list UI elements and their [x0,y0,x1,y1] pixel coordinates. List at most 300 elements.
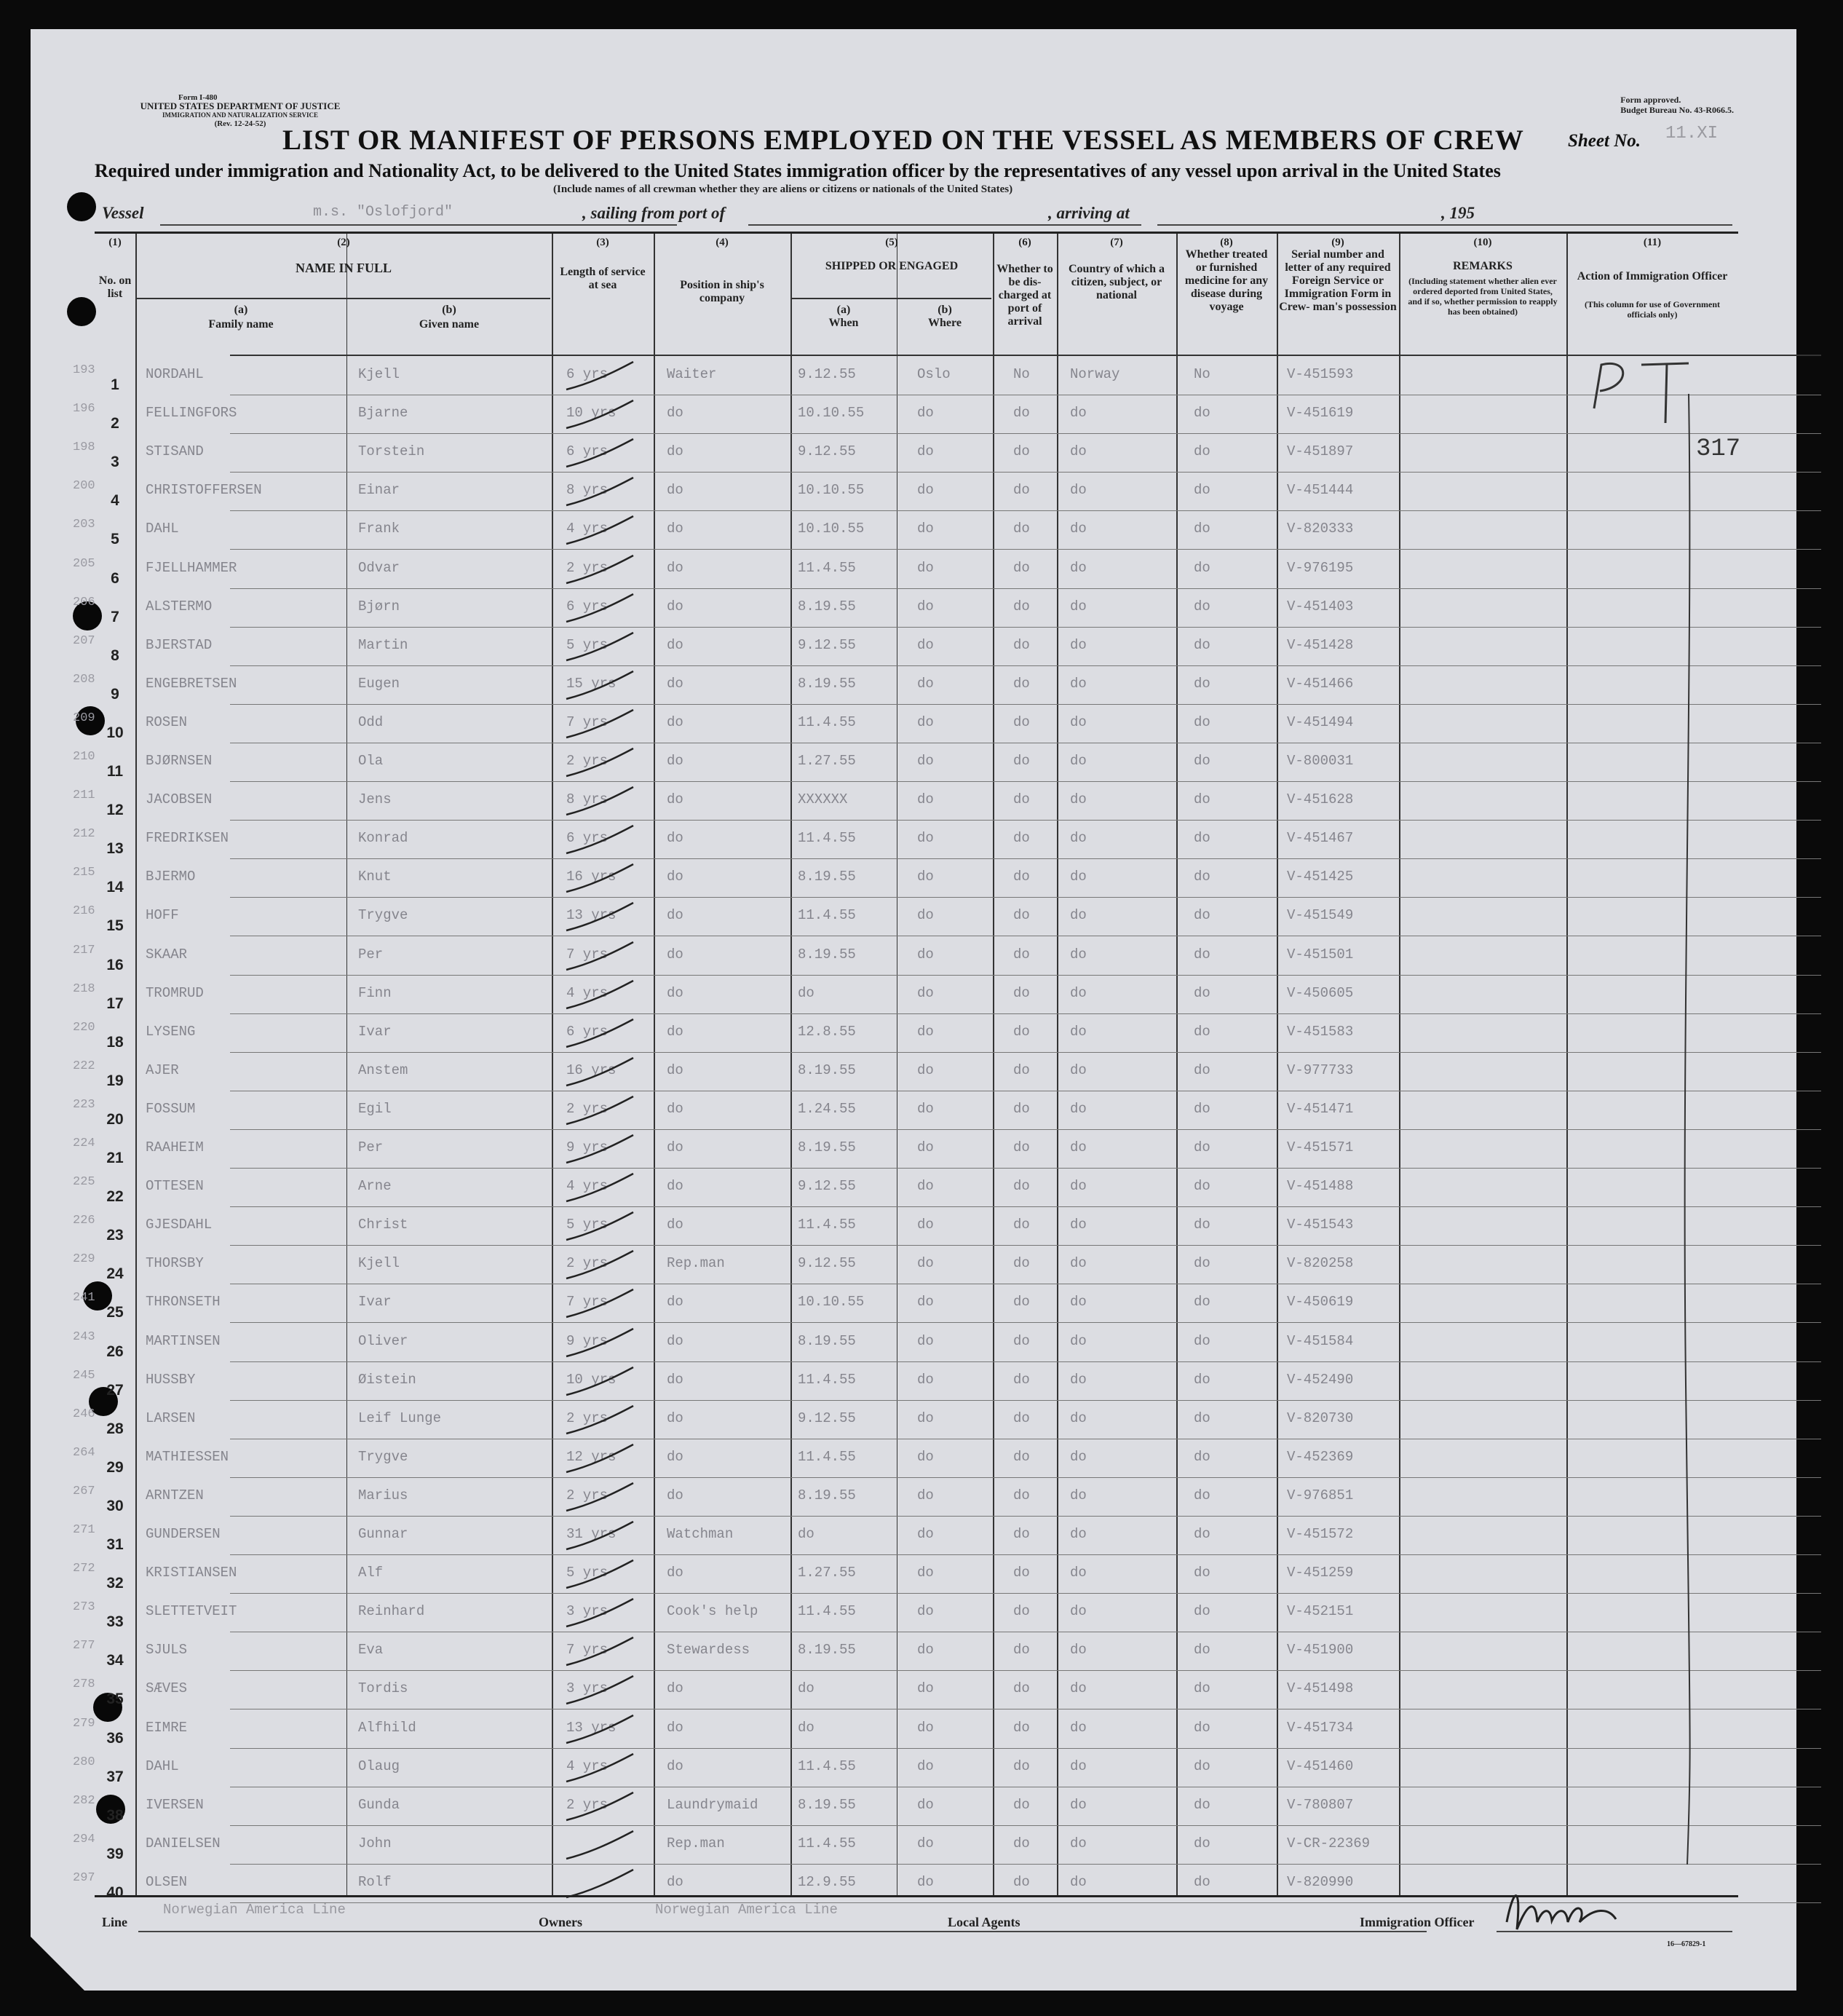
cell-treated: do [1194,482,1210,499]
cell-where: do [917,1642,934,1659]
original-number: 271 [73,1523,95,1537]
cell-when: 11.4.55 [798,559,856,576]
cell-position: Watchman [667,1526,734,1542]
original-number: 246 [73,1407,95,1421]
cell-serial: V-451572 [1287,1526,1354,1542]
cell-treated: do [1194,675,1210,692]
cell-disch: do [1013,1332,1030,1349]
cell-when: 8.19.55 [798,1796,856,1813]
cell-position: do [667,984,683,1001]
cell-disch: do [1013,984,1030,1001]
cell-where: do [917,598,934,614]
head-given-name: Given name [419,318,480,331]
cell-where: do [917,1062,934,1078]
cell-serial: V-820258 [1287,1255,1354,1272]
cell-given: Kjell [358,366,400,382]
cell-length: 6 yrs [566,443,609,460]
vessel-line [102,202,1732,227]
cell-where: do [917,1680,934,1697]
cell-position: do [667,1873,683,1890]
check-slash-mark [560,898,641,935]
original-number: 215 [73,866,95,880]
original-number: 226 [73,1214,95,1228]
cell-treated: do [1194,405,1210,422]
cell-treated: do [1194,1526,1210,1542]
cell-disch: do [1013,1023,1030,1040]
check-slash-mark [560,1672,641,1708]
department: UNITED STATES DEPARTMENT OF JUSTICE [140,100,341,111]
cell-country: do [1070,1410,1087,1426]
cell-position: Stewardess [667,1642,750,1659]
table-row [73,897,1738,936]
cell-given: Reinhard [358,1603,425,1620]
cell-serial: V-451403 [1287,598,1354,614]
cell-family: SJULS [146,1642,188,1659]
cell-disch: do [1013,559,1030,576]
cell-country: do [1070,1023,1087,1040]
form-number: Form I-480 [178,93,218,102]
original-number: 222 [73,1059,95,1073]
cell-given: Marius [358,1487,408,1503]
check-slash-mark [560,1015,641,1051]
table-row [73,1013,1738,1052]
cell-when: 8.19.55 [798,946,856,962]
cell-where: do [917,1719,934,1736]
cell-family: GUNDERSEN [146,1526,221,1542]
table-row [73,356,1738,395]
check-slash-mark [560,1131,641,1167]
cell-given: Bjarne [358,405,408,422]
check-slash-mark [560,473,641,510]
table-row [73,1091,1738,1129]
head-family-a: (a) [234,304,248,316]
sheet-value: 11.XI [1665,124,1719,143]
cell-treated: do [1194,869,1210,885]
cell-family: GJESDAHL [146,1217,213,1233]
cell-position: Waiter [667,366,717,382]
table-row [73,1439,1738,1477]
form-header-right [1620,95,1734,115]
table-row [73,588,1738,627]
subnote: (Include names of all crewman whether they are aliens or citizens or nationals of the United States) [553,183,1013,195]
table-row [73,1129,1738,1168]
original-number: 282 [73,1793,95,1808]
table-row [73,550,1738,588]
owners-value: Norwegian America Line [655,1902,838,1918]
cell-when: do [798,1680,815,1697]
cell-family: ENGEBRETSEN [146,675,237,692]
check-slash-mark [560,1324,641,1361]
check-slash-mark [560,1750,641,1786]
cell-position: Rep.man [667,1835,725,1851]
cell-treated: do [1194,1873,1210,1890]
cell-length: 4 yrs [566,1758,609,1774]
cell-when: XXXXXX [798,791,848,808]
original-number: 243 [73,1329,95,1344]
original-number: 212 [73,827,95,842]
cell-disch: do [1013,636,1030,653]
check-slash-mark [560,1246,641,1283]
cell-treated: do [1194,636,1210,653]
cell-country: do [1070,1796,1087,1813]
original-number: 225 [73,1175,95,1190]
cell-family: TROMRUD [146,984,204,1001]
cell-given: Kjell [358,1255,400,1272]
line-number: 10 [106,724,124,741]
cell-treated: do [1194,1332,1210,1349]
cell-treated: do [1194,1139,1210,1155]
cell-family: CHRISTOFFERSEN [146,482,262,499]
initials-mark [1572,350,1718,430]
cell-given: Arne [358,1178,392,1195]
cell-serial: V-451584 [1287,1332,1354,1349]
original-number: 211 [73,788,95,803]
cell-family: MARTINSEN [146,1332,221,1349]
cell-family: ARNTZEN [146,1487,204,1503]
cell-serial: V-451498 [1287,1680,1354,1697]
cell-serial: V-451628 [1287,791,1354,808]
line-number: 14 [106,879,124,896]
cell-treated: do [1194,1487,1210,1503]
cell-serial: V-800031 [1287,753,1354,769]
cell-disch: do [1013,1758,1030,1774]
footer [102,1902,1732,1951]
cell-where: do [917,1332,934,1349]
cell-country: do [1070,1371,1087,1388]
cell-position: do [667,791,683,808]
cell-treated: do [1194,1294,1210,1311]
cell-given: Christ [358,1217,408,1233]
cell-length: 7 yrs [566,1642,609,1659]
head-where-b: (b) [938,304,952,316]
cell-serial: V-451425 [1287,869,1354,885]
cell-serial: V-451444 [1287,482,1354,499]
cell-given: Ivar [358,1294,392,1311]
cell-given: Eugen [358,675,400,692]
table-row [73,1284,1738,1322]
cell-where: do [917,1448,934,1465]
table-row [73,1632,1738,1670]
check-slash-mark [560,744,641,780]
table-row [73,433,1741,472]
cell-disch: do [1013,482,1030,499]
cell-family: BJERSTAD [146,636,213,653]
cell-position: do [667,946,683,962]
cell-position: do [667,1294,683,1311]
line-number: 27 [106,1381,124,1399]
line-number: 24 [106,1265,124,1283]
cell-given: John [358,1835,392,1851]
cell-disch: do [1013,1178,1030,1195]
colnum-8: (8) [1220,237,1233,248]
cell-country: do [1070,1565,1087,1581]
cell-length: 2 yrs [566,753,609,769]
cell-country: do [1070,636,1087,653]
cell-family: LYSENG [146,1023,196,1040]
revision: (Rev. 12-24-52) [214,119,266,128]
cell-country: do [1070,791,1087,808]
original-number: 277 [73,1639,95,1653]
line-number: 32 [106,1575,124,1592]
cell-country: do [1070,1332,1087,1349]
cell-length: 2 yrs [566,1410,609,1426]
cell-treated: do [1194,791,1210,808]
original-number: 209 [73,711,95,725]
cell-where: do [917,1371,934,1388]
cell-country: do [1070,1526,1087,1542]
form-approval: Form approved. [1620,95,1681,105]
subtitle: Required under immigration and Nationality Act, to be delivered to the United States immigration officer by the representatives of any vessel upon arrival in the United States [95,160,1501,181]
line-number: 19 [106,1072,124,1089]
table-row [73,472,1738,510]
cell-length: 6 yrs [566,366,609,382]
vessel-name: m.s. "Oslofjord" [313,204,453,221]
cell-disch: do [1013,1565,1030,1581]
head-action: Action of Immigration Officer [1577,270,1728,282]
officer-label: Immigration Officer [1360,1915,1475,1929]
line-number: 37 [106,1768,124,1785]
cell-length: 10 yrs [566,405,617,422]
table-row [73,1864,1738,1902]
cell-family: KRISTIANSEN [146,1565,237,1581]
original-number: 264 [73,1445,95,1460]
head-remarks: REMARKS [1453,260,1513,272]
cell-country: do [1070,830,1087,847]
cell-disch: do [1013,405,1030,422]
cell-given: Konrad [358,830,408,847]
table-row [73,1670,1738,1709]
cell-when: 12.8.55 [798,1023,856,1040]
cell-where: do [917,1526,934,1542]
cell-family: FJELLHAMMER [146,559,237,576]
head-shipped: SHIPPED OR ENGAGED [825,260,959,272]
cell-when: 8.19.55 [798,675,856,692]
cell-serial: V-976195 [1287,559,1354,576]
cell-family: LARSEN [146,1410,196,1426]
original-number: 206 [73,595,95,609]
cell-where: do [917,559,934,576]
check-slash-mark [560,1402,641,1438]
check-slash-mark [560,1092,641,1128]
table-row [73,395,1738,433]
cell-when: 1.27.55 [798,753,856,769]
table-row [73,781,1738,820]
table-row [73,1825,1738,1864]
head-name-in-full: NAME IN FULL [295,261,392,275]
cell-country: do [1070,1873,1087,1890]
cell-length: 5 yrs [566,636,609,653]
check-slash-mark [560,590,641,626]
cell-position: do [667,1487,683,1503]
cell-given: Rolf [358,1873,392,1890]
check-slash-mark [560,860,641,896]
table-row [73,1168,1738,1206]
head-family-name: Family name [208,318,274,331]
cell-length: 3 yrs [566,1680,609,1697]
cell-position: do [667,1139,683,1155]
line-number: 25 [106,1304,124,1321]
cell-where: do [917,1294,934,1311]
cell-where: do [917,1873,934,1890]
cell-where: do [917,1487,934,1503]
cell-given: Olaug [358,1758,400,1774]
cell-when: 11.4.55 [798,907,856,924]
cell-family: IVERSEN [146,1796,204,1813]
table-row [73,1400,1738,1439]
cell-disch: do [1013,753,1030,769]
cell-country: do [1070,907,1087,924]
cell-length: 2 yrs [566,1796,609,1813]
line-number: 3 [111,454,119,471]
cell-when: 9.12.55 [798,1255,856,1272]
cell-treated: do [1194,946,1210,962]
colnum-2: (2) [337,237,350,248]
cell-when: do [798,1719,815,1736]
cell-disch: do [1013,1680,1030,1697]
cell-length: 16 yrs [566,869,617,885]
original-number: 205 [73,556,95,571]
cell-when: 1.24.55 [798,1100,856,1117]
check-slash-mark [560,435,641,471]
cell-country: do [1070,443,1087,460]
cell-length: 3 yrs [566,1603,609,1620]
cell-serial: V-976851 [1287,1487,1354,1503]
line-number: 36 [106,1729,124,1747]
table-row [73,1361,1738,1400]
cell-serial: V-451900 [1287,1642,1354,1659]
head-serial: Serial number and letter of any required Foreign Service or Immigration Form in Crew- man's possession [1279,248,1397,313]
cell-when: 10.10.55 [798,482,865,499]
cell-position: do [667,1023,683,1040]
cell-family: DANIELSEN [146,1835,221,1851]
cell-treated: do [1194,1758,1210,1774]
form-code: 16—67829-1 [1667,1940,1706,1948]
cell-length: 6 yrs [566,1023,609,1040]
table-row [73,1477,1738,1516]
cell-length: 2 yrs [566,1100,609,1117]
cell-given: Anstem [358,1062,408,1078]
cell-serial: V-452151 [1287,1603,1354,1620]
table-row [73,1516,1738,1554]
cell-length: 6 yrs [566,598,609,614]
cell-country: do [1070,713,1087,730]
line-value: Norwegian America Line [163,1902,346,1918]
cell-country: do [1070,984,1087,1001]
cell-given: Gunnar [358,1526,408,1542]
cell-position: do [667,1217,683,1233]
cell-where: do [917,907,934,924]
line-number: 6 [111,569,119,587]
cell-treated: do [1194,443,1210,460]
cell-family: STISAND [146,443,204,460]
cell-when: 11.4.55 [798,830,856,847]
line-number: 5 [111,531,119,548]
cell-length: 10 yrs [566,1371,617,1388]
cell-country: do [1070,1642,1087,1659]
colnum-9: (9) [1331,237,1344,248]
cell-serial: V-451471 [1287,1100,1354,1117]
cell-family: THRONSETH [146,1294,221,1311]
head-when: When [828,317,859,329]
original-number: 198 [73,440,95,455]
original-number: 216 [73,904,95,919]
cell-when: 11.4.55 [798,1603,856,1620]
check-slash-mark [560,938,641,974]
cell-when: 1.27.55 [798,1565,856,1581]
original-number: 193 [73,363,95,377]
cell-disch: do [1013,1100,1030,1117]
original-number: 278 [73,1677,95,1692]
cell-when: 10.10.55 [798,521,865,537]
cell-serial: V-451488 [1287,1178,1354,1195]
cell-where: do [917,791,934,808]
cell-length: 6 yrs [566,830,609,847]
line-number: 9 [111,685,119,703]
cell-disch: do [1013,1062,1030,1078]
cell-position: do [667,1758,683,1774]
original-number: 224 [73,1137,95,1150]
cell-disch: do [1013,1139,1030,1155]
cell-position: do [667,521,683,537]
check-slash-mark [560,1633,641,1669]
cell-length: 7 yrs [566,1294,609,1311]
cell-treated: do [1194,1565,1210,1581]
cell-when: 11.4.55 [798,713,856,730]
cell-family: HOFF [146,907,179,924]
cell-family: SÆVES [146,1680,188,1697]
check-slash-mark [560,821,641,858]
cell-when: 9.12.55 [798,443,856,460]
check-slash-mark [560,1440,641,1477]
cell-where: do [917,482,934,499]
table-row [73,627,1738,665]
cell-serial: V-451549 [1287,907,1354,924]
line-number: 15 [106,917,124,935]
cell-treated: do [1194,559,1210,576]
officer-signature [1499,1878,1674,1944]
cell-disch: do [1013,1487,1030,1503]
cell-country: do [1070,1100,1087,1117]
cell-when: do [798,984,815,1001]
cell-where: do [917,830,934,847]
punch-hole [67,297,96,326]
table-row [73,1709,1738,1748]
check-slash-mark [560,1169,641,1206]
head-given-b: (b) [442,304,456,316]
line-number: 12 [106,802,124,819]
cell-country: do [1070,1178,1087,1195]
check-slash-mark [560,667,641,703]
cell-length: 16 yrs [566,1062,617,1078]
cell-length: 7 yrs [566,713,609,730]
cell-where: do [917,636,934,653]
cell-when: 8.19.55 [798,598,856,614]
cell-family: BJERMO [146,869,196,885]
cell-serial: V-451428 [1287,636,1354,653]
cell-country: Norway [1070,366,1120,382]
cell-given: Martin [358,636,408,653]
arriving-label: , arriving at [1048,204,1130,222]
cell-when: 9.12.55 [798,366,856,382]
check-slash-mark [560,1827,641,1863]
cell-serial: V-820333 [1287,521,1354,537]
cell-when: 10.10.55 [798,1294,865,1311]
cell-country: do [1070,1062,1087,1078]
cell-position: do [667,1178,683,1195]
table-row [73,858,1738,897]
line-number: 4 [111,492,119,510]
cell-given: Einar [358,482,400,499]
